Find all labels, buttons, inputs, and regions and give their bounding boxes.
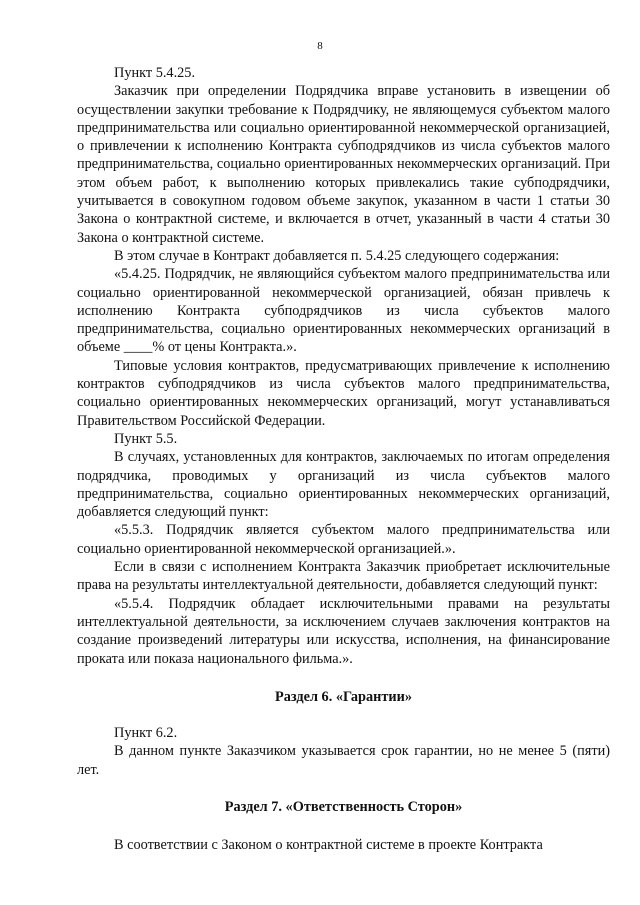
paragraph: Типовые условия контрактов, предусматривающих привлечение к исполнению контрактов субподрядчиков из числа субъектов малого предпринимательства, социально ориентированных некоммерческих организаций, могут устанавливаться Правительством Российской Федерации.	[77, 357, 610, 429]
paragraph: Пункт 6.2.	[114, 725, 178, 742]
paragraph: «5.5.4. Подрядчик обладает исключительными правами на результаты интеллектуальной деятельности, за исключением случаев заключения контрактов на создание произведений литературы или искусства, исполнения, на финансирование проката или показа национального фильма.».	[77, 595, 610, 667]
paragraph: В соответствии с Законом о контрактной системе в проекте Контракта	[114, 837, 543, 854]
paragraph: Пункт 5.5.	[114, 430, 178, 447]
paragraph: «5.5.3. Подрядчик является субъектом малого предпринимательства или социально ориентированной некоммерческой организацией.».	[77, 522, 610, 557]
document-body	[77, 64, 610, 855]
paragraph: Заказчик при определении Подрядчика вправе установить в извещении об осуществлении закупки требование к Подрядчику, не являющемуся субъектом малого предпринимательства или социально ориентированной некоммерческой организацией, о привлечении к исполнению Контракта субподрядчиков из числа субъектов малого предпринимательства, социально ориентированных некоммерческих организаций. При этом объем работ, к выполнению которых привлекались такие субподрядчики, учитывается в совокупном годовом объеме закупок, указанном в части 1 статьи 30 Закона о контрактной системе, и включается в отчет, указанный в части 4 статьи 30 Закона о контрактной системе.	[77, 83, 610, 246]
paragraph: Если в связи с исполнением Контракта Заказчик приобретает исключительные права на результаты интеллектуальной деятельности, добавляется следующий пункт:	[77, 559, 610, 594]
section-heading-guarantees: Раздел 6. «Гарантии»	[275, 688, 412, 705]
page-number: 8	[317, 40, 323, 52]
section-heading-liability: Раздел 7. «Ответственность Сторон»	[224, 798, 463, 815]
paragraph: В данном пункте Заказчиком указывается срок гарантии, но не менее 5 (пяти) лет.	[77, 743, 610, 778]
paragraph: В этом случае в Контракт добавляется п. 5.4.25 следующего содержания:	[114, 247, 560, 264]
paragraph: Пункт 5.4.25.	[114, 65, 196, 81]
paragraph: «5.4.25. Подрядчик, не являющийся субъектом малого предпринимательства или социально ориентированной некоммерческой организацией, обязан привлечь к исполнению Контракта субподрядчиков из числа субъектов малого предпринимательства, социально ориентированных некоммерческих организаций в объеме ____% от цены Контракта.».	[77, 266, 610, 356]
paragraph: В случаях, установленных для контрактов, заключаемых по итогам определения подрядчика, проводимых у организаций из числа субъектов малого предпринимательства, социально ориентированных некоммерческих организаций, добавляется следующий пункт:	[77, 449, 610, 521]
